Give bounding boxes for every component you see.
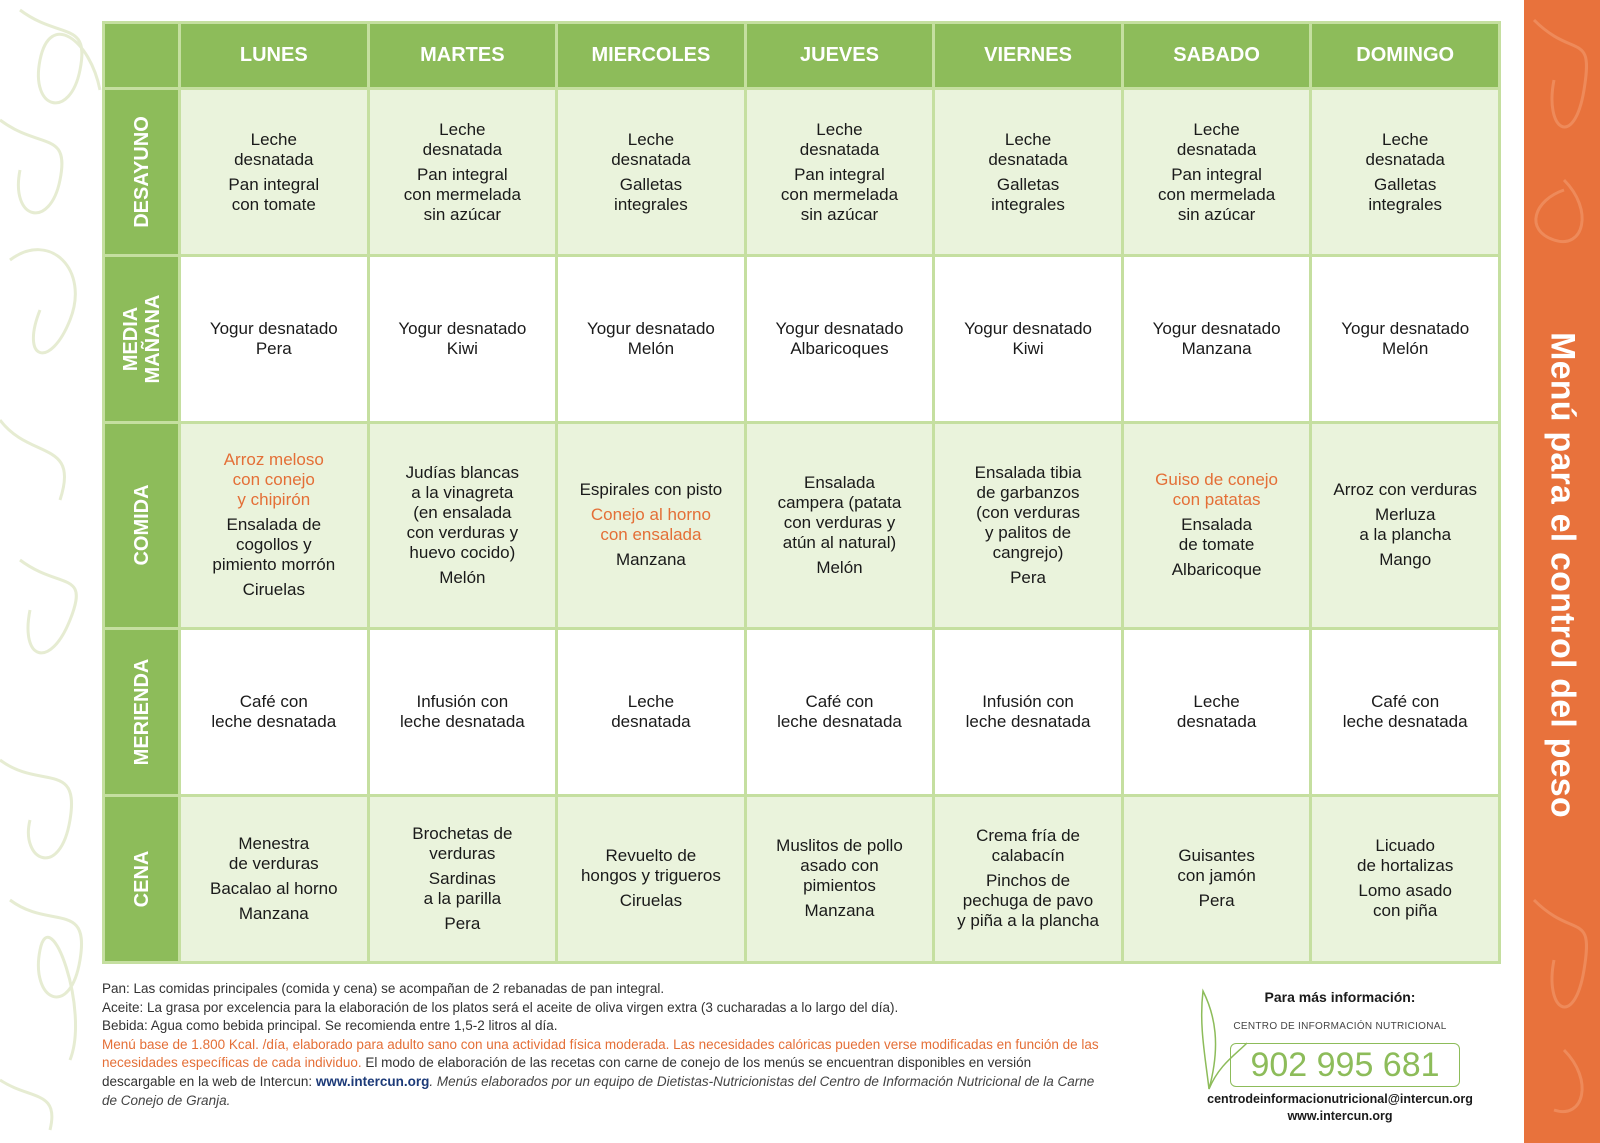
menu-title: Menú para el control del peso	[1543, 332, 1582, 818]
meal-label-cell	[104, 628, 180, 795]
menu-item: Menestra de verduras	[228, 833, 319, 873]
menu-cell	[1311, 795, 1500, 962]
menu-item: Galletas integrales	[1368, 174, 1443, 214]
menu-cell	[1311, 89, 1500, 256]
menu-item: Mango	[1379, 550, 1432, 570]
corner-cell	[104, 23, 180, 89]
menu-cell	[745, 628, 934, 795]
menu-cell	[934, 628, 1123, 795]
day-header: MIERCOLES	[557, 23, 746, 89]
menu-item: Pera	[444, 913, 481, 933]
menu-item: Café con leche desnatada	[211, 691, 337, 731]
menu-item: Melón	[439, 567, 486, 587]
info-center-name: CENTRO DE INFORMACIÓN NUTRICIONAL	[1233, 1021, 1447, 1032]
menu-item: Bacalao al horno	[209, 878, 338, 898]
day-header: VIERNES	[934, 23, 1123, 89]
menu-cell	[934, 423, 1123, 629]
menu-item: Leche desnatada	[799, 119, 880, 159]
menu-cell	[1122, 256, 1311, 423]
menu-item: Ciruelas	[242, 580, 305, 600]
menu-cell	[934, 89, 1123, 256]
menu-cell	[1122, 795, 1311, 962]
meal-row	[104, 628, 1500, 795]
day-header: LUNES	[180, 23, 369, 89]
menu-item: Pera	[1198, 891, 1235, 911]
meal-label: COMIDA	[130, 484, 153, 567]
menu-cell	[1311, 256, 1500, 423]
menu-item: Pan integral con mermelada sin azúcar	[1158, 164, 1276, 224]
meal-label-cell	[104, 423, 180, 629]
day-header: MARTES	[368, 23, 557, 89]
info-title: Para más información:	[1264, 989, 1416, 1005]
menu-item: Yogur desnatado Kiwi	[398, 319, 527, 359]
menu-cell	[368, 795, 557, 962]
menu-item: Ciruelas	[619, 891, 683, 911]
menu-cell	[368, 256, 557, 423]
menu-item: Manzana	[615, 550, 686, 570]
menu-item: Pan integral con tomate	[228, 174, 320, 214]
meal-label: MEDIA MAÑANA	[119, 294, 164, 384]
menu-cell	[180, 423, 369, 629]
menu-item: Manzana	[804, 901, 875, 921]
meal-row	[104, 256, 1500, 423]
menu-item: Espirales con pisto	[579, 480, 723, 500]
menu-cell	[1122, 423, 1311, 629]
menu-item: Ensalada campera (patata con verduras y atún al natural)	[777, 472, 902, 552]
footnote-aceite: Aceite: La grasa por excelencia para la elaboración de los platos será el aceite de oliva virgen extra (3 cucharadas a lo largo del día).	[102, 999, 899, 1015]
phone-number[interactable]: 902 995 681	[1230, 1043, 1460, 1087]
menu-item: Pera	[1010, 567, 1046, 587]
menu-cell	[180, 795, 369, 962]
meal-label-cell	[104, 256, 180, 423]
menu-item: Guisantes con jamón	[1177, 846, 1256, 886]
menu-item: Ensalada tibia de garbanzos (con verduras y palitos de cangrejo)	[974, 462, 1082, 562]
menu-item: Yogur desnatado Melón	[586, 319, 715, 359]
menu-item: Judías blancas a la vinagreta (en ensalada con verduras y huevo cocido)	[405, 462, 520, 562]
menu-item: Galletas integrales	[614, 174, 688, 214]
menu-item: Sardinas a la parilla	[423, 868, 502, 908]
meal-row	[104, 423, 1500, 629]
day-header-row	[104, 23, 1500, 89]
meal-label: DESAYUNO	[130, 116, 153, 228]
footnote-bebida: Bebida: Agua como bebida principal. Se recomienda entre 1,5-2 litros al día.	[102, 1018, 558, 1034]
footnote-pan: Pan: Las comidas principales (comida y cena) se acompañan de 2 rebanadas de pan integral.	[102, 981, 665, 996]
menu-item: Pan integral con mermelada sin azúcar	[403, 164, 521, 224]
menu-cell	[1311, 628, 1500, 795]
menu-item: Crema fría de calabacín	[976, 826, 1080, 866]
menu-item: Albaricoque	[1171, 560, 1262, 580]
day-header: DOMINGO	[1311, 23, 1500, 89]
menu-item: Café con leche desnatada	[1342, 691, 1468, 731]
menu-item: Ensalada de cogollos y pimiento morrón	[212, 515, 336, 575]
day-header: SABADO	[1122, 23, 1311, 89]
meal-row	[104, 795, 1500, 962]
menu-item: Licuado de hortalizas	[1356, 836, 1454, 876]
menu-item: Manzana	[238, 903, 309, 923]
menu-item-rabbit-dish: Conejo al horno con ensalada	[590, 505, 711, 545]
menu-cell	[745, 256, 934, 423]
menu-item: Muslitos de pollo asado con pimientos	[776, 836, 903, 896]
menu-item-rabbit-dish: Arroz meloso con conejo y chipirón	[223, 450, 324, 510]
menu-cell	[745, 795, 934, 962]
meal-row	[104, 89, 1500, 256]
menu-item: Leche desnatada	[988, 129, 1068, 169]
menu-item: Infusión con leche desnatada	[965, 691, 1091, 731]
menu-item: Brochetas de verduras	[412, 823, 513, 863]
menu-item: Galletas integrales	[991, 174, 1065, 214]
menu-cell	[557, 89, 746, 256]
menu-item: Merluza a la plancha	[1359, 505, 1452, 545]
meal-label-cell	[104, 795, 180, 962]
menu-item: Leche desnatada	[422, 119, 503, 159]
meal-label-cell	[104, 89, 180, 256]
footnotes	[102, 980, 1102, 1110]
menu-item: Yogur desnatado Kiwi	[964, 319, 1092, 359]
email-link[interactable]: centrodeinformacionutricional@intercun.org	[1207, 1092, 1473, 1106]
menu-cell	[557, 423, 746, 629]
meal-label: CENA	[130, 850, 153, 908]
menu-cell	[934, 795, 1123, 962]
menu-cell	[180, 89, 369, 256]
menu-item: Lomo asado con piña	[1358, 881, 1452, 921]
menu-item-rabbit-dish: Guiso de conejo con patatas	[1155, 470, 1279, 510]
menu-item: Yogur desnatado Manzana	[1152, 319, 1281, 359]
menu-item: Yogur desnatado Albaricoques	[775, 319, 904, 359]
meal-label: MERIENDA	[130, 658, 153, 766]
menu-cell	[557, 795, 746, 962]
menu-cell	[368, 89, 557, 256]
menu-cell	[368, 628, 557, 795]
menu-item: Café con leche desnatada	[777, 691, 902, 731]
side-banner	[1524, 0, 1600, 1143]
background-swirl-decoration	[0, 0, 110, 1143]
menu-cell	[557, 628, 746, 795]
menu-cell	[180, 628, 369, 795]
menu-item: Revuelto de hongos y trigueros	[580, 846, 721, 886]
menu-cell	[934, 256, 1123, 423]
info-box	[1195, 985, 1485, 1125]
menu-item: Leche desnatada	[1176, 119, 1257, 159]
menu-item: Leche desnatada	[1176, 691, 1257, 731]
menu-cell	[180, 256, 369, 423]
menu-cell	[368, 423, 557, 629]
menu-cell	[1122, 89, 1311, 256]
menu-cell	[745, 89, 934, 256]
menu-item: Leche desnatada	[1365, 129, 1445, 169]
menu-item: Leche desnatada	[234, 129, 314, 169]
menu-cell	[745, 423, 934, 629]
menu-item: Leche desnatada	[611, 691, 691, 731]
menu-item: Infusión con leche desnatada	[399, 691, 525, 731]
day-header: JUEVES	[745, 23, 934, 89]
menu-cell	[1122, 628, 1311, 795]
weekly-menu-table	[102, 21, 1501, 964]
menu-item: Ensalada de tomate	[1178, 515, 1255, 555]
footnote-menu-base: Menú base de 1.800 Kcal. /día, elaborado para adulto sano con una actividad física moderada. Las necesidades calóricas pueden verse modificadas en función de las necesidades específicas de cada individuo. El modo de elaboración de las recetas con carne de conejo de los menús se encuentran disponibles en versión descargable en la web de Intercun: www.intercun.org. Menús elaborados por un equipo de Dietistas-Nutricionistas del Centro de Información Nutricional de la Carne de Conejo de Granja.	[102, 1036, 1099, 1108]
intercun-link[interactable]: www.intercun.org	[315, 1073, 430, 1089]
menu-item: Leche desnatada	[611, 129, 691, 169]
menu-cell	[557, 256, 746, 423]
menu-item: Yogur desnatado Melón	[1341, 319, 1470, 359]
menu-item: Melón	[816, 557, 863, 577]
menu-item: Pan integral con mermelada sin azúcar	[780, 164, 899, 224]
menu-item: Arroz con verduras	[1333, 480, 1477, 500]
menu-cell	[1311, 423, 1500, 629]
web-link[interactable]: www.intercun.org	[1287, 1109, 1393, 1123]
menu-item: Yogur desnatado Pera	[209, 319, 338, 359]
menu-item: Pinchos de pechuga de pavo y piña a la plancha	[957, 871, 1099, 931]
